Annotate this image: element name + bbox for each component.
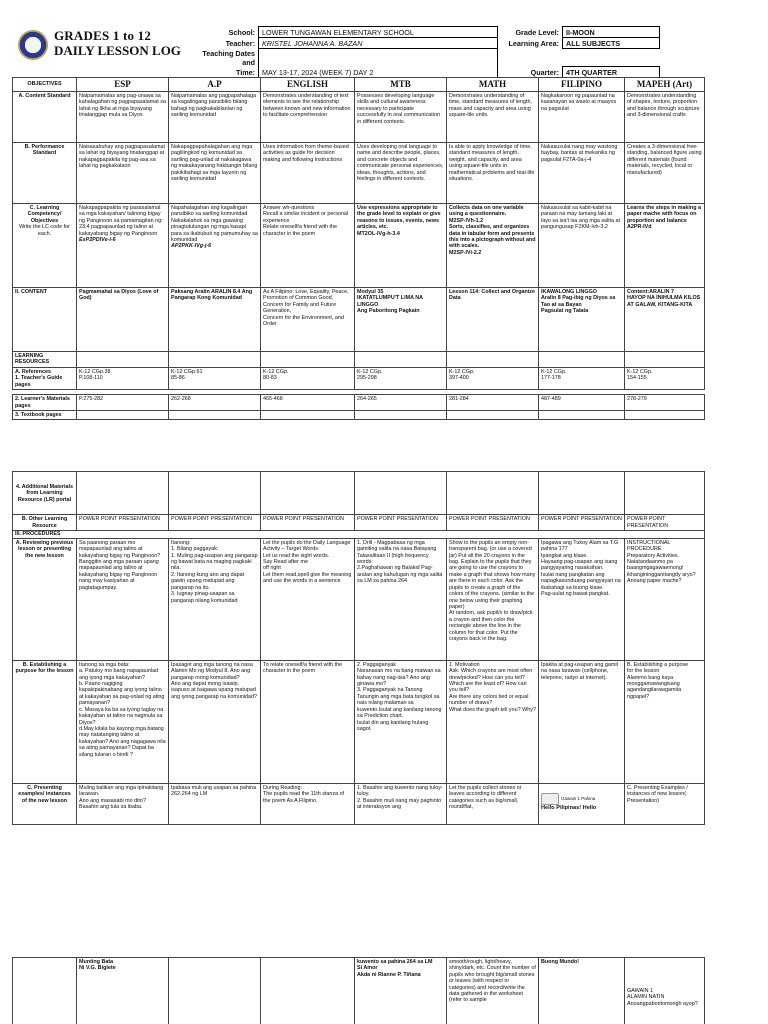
cell [77,204,169,288]
cell [169,204,261,288]
cell [539,783,625,824]
cell: Lesson 114: Collect and Organize Data [447,288,539,352]
competency-note: Write the LC code for each. [19,224,70,237]
lesson-log-table [12,77,705,825]
cell [447,368,539,390]
cell: Modyul 35 IKATATLUMPU'T LIMA NA LINGGO Ang Paboritong Pagkain [355,288,447,352]
dates-value: MAY 13-17, 2024 (WEEK 7) DAY 2 [259,49,498,78]
cell: 281-284 [447,395,539,411]
grade-label: Grade Level: [515,27,559,37]
subject-mtb: MTB [355,78,447,92]
cell [625,368,705,390]
reference: K-12 CGp.38 [79,369,111,375]
row-label: A. Content Standard [13,92,77,143]
reference: K-12 CGp. [357,369,383,375]
cell: Itanong: 1. Bilang paggayak: 1. Muling pag-usapan ang pangarap ng bawat bata na maging pagkaki nila. 2. Itanong kung ano ang dapat gawin upang matupad ang pangarap na ito. 3. Iugnay pinag-usapan sa pangarap nilang komunidad [169,538,261,660]
cell: 278-279 [625,395,705,411]
cell: POWER POINT PRESENTATION [539,515,625,531]
cell: Ipasagot ang mga tanong na nasa Alamin Mo ng Modyul 8. Ano ang pangarap mong komunidad? Ano ang dapat mong isaisip, isapuso at isagawa upang matupad ang iyong pangarap na komunidad? [169,660,261,783]
area-label: Learning Area: [508,38,559,48]
content-standard-row [13,92,705,143]
book-image-icon [541,793,559,805]
tg-label: 1. Teacher's Guide pages [15,375,63,388]
cell: 487-489 [539,395,625,411]
cell [169,368,261,390]
cell: 262-268 [169,395,261,411]
row-label: 4. Additional Materials from Learning Resource (LR) portal [13,472,77,515]
cell: Ipabasa muli ang usapan sa pahina 262-264 ng LM [169,783,261,824]
cell: POWER POINT PRESENTATION [169,515,261,531]
cell: 465-468 [261,395,355,411]
cell: Sa paanong paraan mo mapapaunlad ang talino at kakayahang bigay ng Panginoon? Banggitin ang mga paraan upang mapapaunlad ang talino at kakayahang bigay ng Panginoon nang may kasiyahan at pagtatagumpay. [77,538,169,660]
row-label: B. Performance Standard [13,143,77,204]
cell: Paksang Aralin ARALIN 8.4 Ang Pangarap Kong Komunidad [169,288,261,352]
reference: K-12 CGp. [449,369,475,375]
presenting-row [13,783,705,824]
cell: Naipamamalas ang pagpapahalaga sa kagalingang pansibiko bilang bahagi ng pagkakakilanlan ng sariling komunidad [169,92,261,143]
cell: 2. Paggaganyak Naranasan mo na bang maiwan sa bahay nang nag-iisa? Ano ang ginawa mo? 3. Paggaganyak na Tanong Tanungin ang mga bata tungkol sa nais nilang malaman sa kuwento.Isulat ang kanilang tanong sa Prediction chart. Isulat din ang kanilang hulang sagot. [355,660,447,783]
tg-pages: 295-298 [357,375,377,382]
cell: During Reading: The pupils read the 11th stanza of the poem As A Filipino. [261,783,355,824]
tg-pages: 177-178 [541,375,561,382]
continuation-table [12,957,705,1024]
cell: Creates a 3-dimensional free-standing, balanced figure using different materials (found materials, recycled, local or manufactured) [625,143,705,204]
performance-standard-row [13,143,705,204]
textbook-row [13,411,705,420]
lc-code: EsP2PDIVe-i-6 [79,237,116,244]
other-resources-row [13,515,705,531]
cell: Possesses developing language skills and cultural awareness necessary to participate successfully in oral communication in different contexts. [355,92,447,143]
cell: P.275-282 [77,395,169,411]
logo-title-line1: GRADES 1 to 12 [54,28,152,43]
competency-row [13,204,705,288]
cell: Naisasabuhay ang pagpapasalamat sa lahat ng biyayang tinatanggap at nakapagpapakita ng pag-asa sa lahat ng pagkakataon [77,143,169,204]
reference: K-12 CGp.61 [171,369,203,375]
row-label: A. Reviewing previous lesson or presenting the new lesson [13,538,77,660]
grade-value: II-MOON [563,27,660,38]
header-info-table [188,26,660,78]
reference: K-12 CGp. [541,369,567,375]
cell: INSTRUCTIONAL PROCEDURE Preparatory Activities. Natatandaanmo pa baangmgagawaemong! ikhanginingganitangdy aryo? Anoang paper mache? [625,538,705,660]
cell: Collects data on one variable using a questionnaire. M2SP-IVh-1.2 Sorts, classifies, and organizes data in tabular form and presents this into a pictograph without and with scales. M2SP-IVi-2.2 [447,204,539,288]
objectives-label: OBJECTIVES [13,78,77,92]
filipino-text: Hello Pilipinas! Hello [541,804,597,811]
cell: 1. Drill - Magpabasa ng mga gamiting salita na nasa Batayang Talasalitaan II (high frequency words: 2.Paghahawan ng Balakid Pag-aralan ang kahulugan ng mga salita sa LM sa pahina 264 [355,538,447,660]
logo-title-line2: DAILY LESSON LOG [54,43,181,58]
cell: Demonstrates understanding of shapes, texture, proportion and balance through sculpture and 3-dimensional crafts [625,92,705,143]
cell-text: Napahalagahan ang kagalingan pansibiko sa sariling komunidad Nakakalahok sa mga gawaing pinagtutulungan ng mga kasapi para sa ikabubuti ng pamumuhay sa komunidad [171,205,258,244]
cell: Pagmamahal sa Diyos (Love of God) [77,288,169,352]
row-label: 3. Textbook pages [13,411,77,420]
school-label: School: [188,27,259,38]
cell: Ipagawa ang Tukoy Alam sa T.G pahina 177 Ipangkat ang klase. Hayaang pag-usapan ang isang pangyayaring nasaksihan. Isulat nang pangkatan ang napagkasunduang pangyayari na ibabahagi sa buong klase. Pag-uulat ng bawat pangkat. [539,538,625,660]
procedures-header-row [13,531,705,538]
cell: Uses developing oral language to name and describe people, places, and concrete objects and communicate personal experiences, ideas, thoughts, actions, and feelings in different contexts. [355,143,447,204]
reference: K-12 CGp. [263,369,289,375]
row-label: II. CONTENT [13,288,77,352]
subject-english: ENGLISH [261,78,355,92]
tg-pages: 154-155 [627,375,647,382]
row-label: 2. Learner's Materials pages [13,395,77,411]
teacher-value: KRISTEL JOHANNA A. BAZAN [259,38,498,49]
references-row [13,368,705,390]
row-label [13,204,77,288]
cell: Answer wh-questions Recall a similar incident or personal experience Relate oneself/a friend with the character in the poem [261,204,355,288]
cell: POWER POINT PRESENTATION [625,515,705,531]
cell: C. Presenting Examples / instances of new lesson( Presentation) [625,783,705,824]
resources-row [13,352,705,368]
cell-text: Nakapagpapakita ng pasasalamat sa mga kakayahan/ talinong bigay ng Panginoon sa pamamagitan ng: 23.4 pagpapaunlad ng talino at kakayahang bigay ng Panginoon [79,205,163,237]
cell: Demonstrates understanding of text elements to see the relationship between known and new information to facilitate comprehension [261,92,355,143]
cell: B. Establishing a purpose for the lesson Alammo bang kaya monggamawangisang agandangilarawgamita ngpapel? [625,660,705,783]
filipino-caption: Gawain 1 Pahina [541,793,622,805]
continuation-row [13,958,705,1024]
procedures-label: III. PROCEDURES [13,531,705,538]
references-label: A. References [15,369,51,375]
cell: Is able to apply knowledge of time, standard measures of length, weight, and capacity, and area using square-tile units in mathematical problems and real-life situations. [447,143,539,204]
cell: POWER POINT PRESENTATION [77,515,169,531]
cell: As A Filipino: Love, Equality, Peace, Promotion of Common Good, Concern for Family and Future Generation, Concern for the Environment, and Order [261,288,355,352]
cell: 264-265 [355,395,447,411]
cell: Let the pupils collect stones or leaves according to different categories such as big/small, round/flat, [447,783,539,824]
cell: Ipakita at pag-usapan ang gamit na nasa larawan (cellphone, telepono, radyo at internet). [539,660,625,783]
tg-pages: 85-86 [171,375,185,382]
cell: 1. Motivation Ask: Which crayons are most often drew/picked? How can you tell? Which are the least of? How can you tell? Are there any colors tied or equal number of draws? What does the graph tell you? Why? [447,660,539,783]
blank-spacer-row [13,420,705,472]
school-value: LOWER TUNGAWAN ELEMENTARY SCHOOL [259,27,498,38]
cell: Show to the pupils an empty non-transparent bag. (or use a covered jar) Put all the 20 crayons in the bag. Explain to the pupils that they are going to use the crayons to make a graph that shows how many are there in each color. Ask the pupils to create a graph of the colors of the crayons. (similar to the one below using their graphing paper) At random, ask pupil/s to draw/pick a crayon and then color the rectangle above the line in the column for that color. Put the crayons back in the bag. [447,538,539,660]
lm-pages-row [13,395,705,411]
row-label [13,368,77,390]
purpose-row [13,660,705,783]
tg-pages: P.108-110 [79,375,103,382]
cell: Nakasusulat sa kabit-kabit na paraan na may tamang laki at layo sa isa't isa ang mga salita at pangungusap F2KM-Ivh-3.2 [539,204,625,288]
cell [261,368,355,390]
cell: Nagkakaroon ng papaunlad na kasanayan sa wasto at maayos na pagsulat [539,92,625,143]
lc-code: AP2PKK-IVg-j-6 [171,243,212,250]
cell: POWER POINT PRESENTATION [447,515,539,531]
cell: Nakapagpapahalagahan ang mga pagiilingkod ng komunidad sa sariling pag-unlad at nakakagawa ng makakayanang hakbangin bilang pakikibahagi sa mga layunin ng sariling komunidad [169,143,261,204]
subject-filipino: FILIPINO [539,78,625,92]
row-label: B. Other Learning Resource [13,515,77,531]
mtb-continuation: kuwento sa pahina 264 sa LM Si Amor Akda ni Rianne P. Tiñana [355,958,447,1024]
cell: POWER POINT PRESENTATION [355,515,447,531]
math-continuation: smooth/rough, light/heavy, shiny/dark, etc. Count the number of pupils who brought big/small stones or leaves (with respect to categories) and record/write the data gathered in the worksheet (refer to sample [447,958,539,1024]
esp-continuation: Munting Bata Ni V.G. Biglete [77,958,169,1024]
filipino-continuation: Buong Mundo! [539,958,625,1024]
cell [355,368,447,390]
cell: POWER POINT PRESENTATION [261,515,355,531]
cell: IKAWALONG LINGGO Aralin 8 Pag-ibig ng Diyos sa Tao at sa Bayan Pagsulat ng Talata [539,288,625,352]
cell: To relate oneself/a friend with the character in the poem [261,660,355,783]
mapeh-continuation: GAWAIN 1 ALAMIN NATIN Anoangpaboritomongh ayop? [625,958,705,1024]
subject-esp: ESP [77,78,169,92]
cell: Nakasusulat nang may wastong baybay, bantas at mekaniks ng pagsulat F2TA-0a-j-4 [539,143,625,204]
reference: K-12 CGp. [627,369,653,375]
cell: Itanong sa mga bata: a. Patuloy mo bang napapaunlad ang iyong mga kakayahan? b. Paano nagiging kapakipakinabang ang iyong talino at kakayahan sa pag-unlad ng ating pamayanan? c. Masaya ka ba sa iyong taglay na kakayahan at talino na nagmula sa Diyos? d.May kilala ba kayong mga batang may natatanging talino at kakayahan? Ano ang nagagawa nila sa ating pamayanan? Dapat ba silang tularan o hindi ? [77,660,169,783]
cell: Uses information from theme-based activities as guide for decision making and following instructions [261,143,355,204]
cell: 1. Basahin ang kuwento nang tuloy-tuloy. 2. Basahin muli nang may paghinto at interaksyon ang [355,783,447,824]
cell: Content:ARALIN 7 HAYOP NA INIHULMA KILOS AT GALAW, KITANG-KITA [625,288,705,352]
tg-pages: 80-83 [263,375,277,382]
cell: Use expressions appropriate to the grade level to explain or give reasons to issues, events, news articles, etc. MT2OL-IVg-h-3.4 [355,204,447,288]
cell: Let the pupils do the Daily Language Activity – Target Words Let us read the sight words. Say Read after me off right Let them read,spell give the meaning and use the words in a sentence [261,538,355,660]
subject-mapeh: MAPEH (Art) [625,78,705,92]
teacher-label: Teacher: [188,38,259,49]
cell: Learns the steps in making a paper mache with focus on proportion and balance A2PR-IVd [625,204,705,288]
content-row [13,288,705,352]
row-label: LEARNING RESOURCES [13,352,77,368]
deped-seal-icon [18,30,48,60]
cell: Muling balikan ang mga ipinakitang larawan. Ano ang masasabi mo dito? Basahin ang tula sa ibaba. [77,783,169,824]
subject-ap: A.P [169,78,261,92]
cell: Demonstrates understanding of time, standard measures of length, mass and capacity and area using square-tile units. [447,92,539,143]
row-label: C. Presenting examples/ instances of the new lesson [13,783,77,824]
row-label: B. Establishing a purpose for the lesson [13,660,77,783]
subject-header-row [13,78,705,92]
time-label: Time: [188,67,259,78]
quarter-label: Quarter: [530,67,559,77]
header [12,26,756,77]
dates-label: Teaching Dates and [188,49,259,67]
competency-label: C. Learning Competency/ Objectives [27,205,62,224]
cell [539,368,625,390]
area-value: ALL SUBJECTS [563,38,660,49]
additional-materials-row [13,472,705,515]
tg-pages: 397-400 [449,375,469,382]
cell [77,368,169,390]
reviewing-row [13,538,705,660]
cell: Naipamamalas ang pag-unawa sa kahalagahan ng pagpapasalamat sa lahat ng likha at mga biyayang tinatanggap mula sa Diyos [77,92,169,143]
subject-math: MATH [447,78,539,92]
quarter-value: 4TH QUARTER [563,67,660,78]
